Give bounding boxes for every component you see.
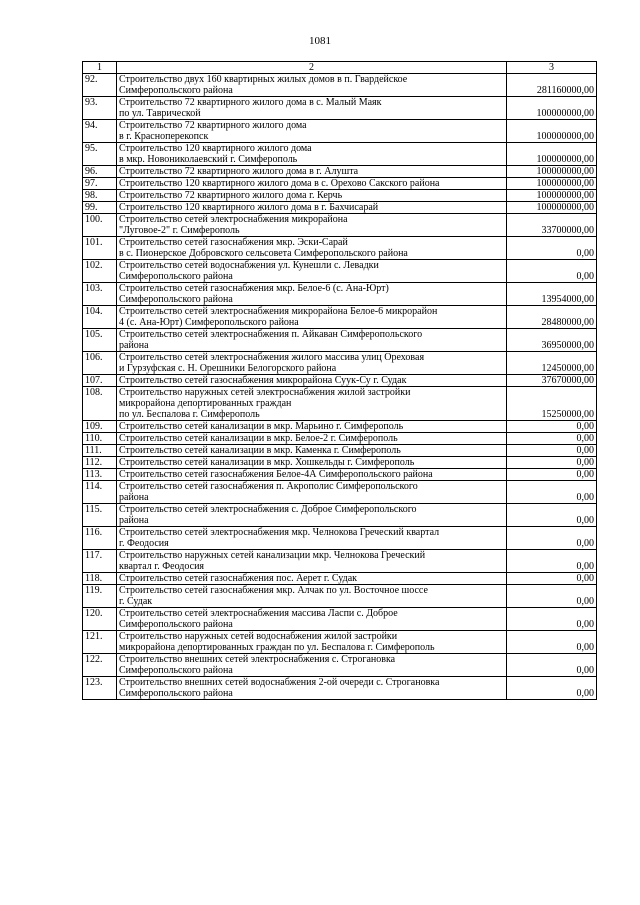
row-description: Строительство 120 квартирного жилого дома в с. Орехово Сакского района: [117, 178, 507, 190]
row-description: Строительство сетей канализации в мкр. Марьино г. Симферополь: [117, 421, 507, 433]
row-description: Строительство сетей электроснабжения микрорайона "Луговое-2" г. Симферополь: [117, 214, 507, 237]
table-row: [83, 352, 597, 375]
row-number: 106.: [83, 352, 117, 375]
row-number: 101.: [83, 237, 117, 260]
table-row: [83, 504, 597, 527]
row-amount: 0,00: [507, 585, 597, 608]
row-amount: 0,00: [507, 573, 597, 585]
row-description: Строительство сетей газоснабжения п. Акрополис Симферопольского района: [117, 481, 507, 504]
row-number: 100.: [83, 214, 117, 237]
row-description: Строительство сетей газоснабжения мкр. Эски-Сарай в с. Пионерское Добровского сельсовета Симферопольского района: [117, 237, 507, 260]
table-row: [83, 585, 597, 608]
table-row: [83, 202, 597, 214]
row-amount: 100000000,00: [507, 190, 597, 202]
row-amount: 36950000,00: [507, 329, 597, 352]
row-amount: 0,00: [507, 260, 597, 283]
table-row: [83, 631, 597, 654]
row-description: Строительство сетей газоснабжения мкр. Белое-6 (с. Ана-Юрт) Симферопольского района: [117, 283, 507, 306]
row-description: Строительство сетей электроснабжения с. Доброе Симферопольского района: [117, 504, 507, 527]
row-description: Строительство двух 160 квартирных жилых домов в п. Гвардейское Симферопольского района: [117, 74, 507, 97]
row-amount: 0,00: [507, 677, 597, 700]
table-row: [83, 74, 597, 97]
row-number: 123.: [83, 677, 117, 700]
row-description: Строительство 72 квартирного жилого дома г. Керчь: [117, 190, 507, 202]
row-amount: 100000000,00: [507, 178, 597, 190]
row-number: 95.: [83, 143, 117, 166]
row-amount: 0,00: [507, 631, 597, 654]
row-amount: 281160000,00: [507, 74, 597, 97]
row-description: Строительство сетей канализации в мкр. Хошкельды г. Симферополь: [117, 457, 507, 469]
row-amount: 100000000,00: [507, 97, 597, 120]
row-amount: 12450000,00: [507, 352, 597, 375]
row-number: 110.: [83, 433, 117, 445]
row-amount: 15250000,00: [507, 387, 597, 421]
row-description: Строительство 72 квартирного жилого дома в г. Алушта: [117, 166, 507, 178]
row-amount: 0,00: [507, 481, 597, 504]
row-description: Строительство сетей газоснабжения пос. Аерет г. Судак: [117, 573, 507, 585]
table-row: [83, 445, 597, 457]
row-description: Строительство сетей газоснабжения микрорайона Суук-Су г. Судак: [117, 375, 507, 387]
row-number: 96.: [83, 166, 117, 178]
row-amount: 100000000,00: [507, 202, 597, 214]
row-description: Строительство сетей электроснабжения мкр. Челнокова Греческий квартал г. Феодосия: [117, 527, 507, 550]
row-description: Строительство 72 квартирного жилого дома в с. Малый Маяк по ул. Таврической: [117, 97, 507, 120]
table-row: [83, 283, 597, 306]
table-header-row: [83, 62, 597, 74]
table-row: [83, 178, 597, 190]
table-row: [83, 166, 597, 178]
row-amount: 0,00: [507, 433, 597, 445]
row-number: 119.: [83, 585, 117, 608]
table-row: [83, 387, 597, 421]
table-row: [83, 527, 597, 550]
table-row: [83, 190, 597, 202]
row-number: 94.: [83, 120, 117, 143]
row-description: Строительство сетей газоснабжения Белое-4А Симферопольского района: [117, 469, 507, 481]
row-description: Строительство внешних сетей электроснабжения с. Строгановка Симферопольского района: [117, 654, 507, 677]
row-description: Строительство сетей электроснабжения жилого массива улиц Ореховая и Гурзуфская с. Н. Орешники Белогорского района: [117, 352, 507, 375]
row-amount: 0,00: [507, 469, 597, 481]
row-number: 115.: [83, 504, 117, 527]
column-header-description: 2: [117, 62, 507, 74]
row-description: Строительство сетей электроснабжения п. Айкаван Симферопольского района: [117, 329, 507, 352]
table-row: [83, 214, 597, 237]
row-amount: 0,00: [507, 445, 597, 457]
row-description: Строительство наружных сетей канализации мкр. Челнокова Греческий квартал г. Феодосия: [117, 550, 507, 573]
row-number: 107.: [83, 375, 117, 387]
row-amount: 100000000,00: [507, 120, 597, 143]
table-row: [83, 97, 597, 120]
row-amount: 0,00: [507, 504, 597, 527]
table-row: [83, 421, 597, 433]
row-amount: 0,00: [507, 550, 597, 573]
row-description: Строительство сетей газоснабжения мкр. Алчак по ул. Восточное шоссе г. Судак: [117, 585, 507, 608]
table-row: [83, 433, 597, 445]
row-number: 102.: [83, 260, 117, 283]
row-amount: 13954000,00: [507, 283, 597, 306]
row-number: 122.: [83, 654, 117, 677]
table-row: [83, 237, 597, 260]
table-row: [83, 469, 597, 481]
row-description: Строительство сетей электроснабжения массива Ласпи с. Доброе Симферопольского района: [117, 608, 507, 631]
table-row: [83, 329, 597, 352]
table-row: [83, 143, 597, 166]
row-description: Строительство сетей электроснабжения микрорайона Белое-6 микрорайон 4 (с. Ана-Юрт) Симферопольского района: [117, 306, 507, 329]
row-number: 121.: [83, 631, 117, 654]
row-number: 103.: [83, 283, 117, 306]
row-amount: 0,00: [507, 527, 597, 550]
table-row: [83, 550, 597, 573]
row-description: Строительство 120 квартирного жилого дома в мкр. Новониколаевский г. Симферополь: [117, 143, 507, 166]
table-row: [83, 120, 597, 143]
row-description: Строительство 72 квартирного жилого дома в г. Красноперекопск: [117, 120, 507, 143]
row-amount: 33700000,00: [507, 214, 597, 237]
row-number: 97.: [83, 178, 117, 190]
table-row: [83, 677, 597, 700]
row-number: 98.: [83, 190, 117, 202]
table-row: [83, 306, 597, 329]
row-number: 116.: [83, 527, 117, 550]
row-number: 109.: [83, 421, 117, 433]
row-number: 117.: [83, 550, 117, 573]
column-header-number: 1: [83, 62, 117, 74]
row-amount: 0,00: [507, 421, 597, 433]
page-number: 1081: [309, 35, 331, 47]
row-amount: 37670000,00: [507, 375, 597, 387]
table-row: [83, 654, 597, 677]
row-description: Строительство 120 квартирного жилого дома в г. Бахчисарай: [117, 202, 507, 214]
column-header-amount: 3: [507, 62, 597, 74]
row-description: Строительство внешних сетей водоснабжения 2-ой очереди с. Строгановка Симферопольского района: [117, 677, 507, 700]
row-number: 104.: [83, 306, 117, 329]
row-number: 111.: [83, 445, 117, 457]
row-description: Строительство наружных сетей водоснабжения жилой застройки микрорайона депортированных граждан по ул. Беспалова г. Симферополь: [117, 631, 507, 654]
table-row: [83, 375, 597, 387]
row-amount: 0,00: [507, 457, 597, 469]
construction-table: [82, 61, 597, 700]
table-row: [83, 481, 597, 504]
row-number: 92.: [83, 74, 117, 97]
row-description: Строительство сетей водоснабжения ул. Кунешли с. Левадки Симферопольского района: [117, 260, 507, 283]
row-description: Строительство сетей канализации в мкр. Белое-2 г. Симферополь: [117, 433, 507, 445]
row-amount: 0,00: [507, 654, 597, 677]
table-row: [83, 260, 597, 283]
row-description: Строительство сетей канализации в мкр. Каменка г. Симферополь: [117, 445, 507, 457]
row-number: 114.: [83, 481, 117, 504]
table-row: [83, 573, 597, 585]
row-amount: 28480000,00: [507, 306, 597, 329]
row-number: 108.: [83, 387, 117, 421]
row-description: Строительство наружных сетей электроснабжения жилой застройки микрорайона депортированных граждан по ул. Беспалова г. Симферополь: [117, 387, 507, 421]
row-number: 120.: [83, 608, 117, 631]
row-amount: 100000000,00: [507, 143, 597, 166]
row-number: 105.: [83, 329, 117, 352]
row-amount: 0,00: [507, 237, 597, 260]
row-amount: 0,00: [507, 608, 597, 631]
table-row: [83, 608, 597, 631]
row-number: 93.: [83, 97, 117, 120]
row-amount: 100000000,00: [507, 166, 597, 178]
table-row: [83, 457, 597, 469]
row-number: 113.: [83, 469, 117, 481]
row-number: 99.: [83, 202, 117, 214]
row-number: 118.: [83, 573, 117, 585]
row-number: 112.: [83, 457, 117, 469]
